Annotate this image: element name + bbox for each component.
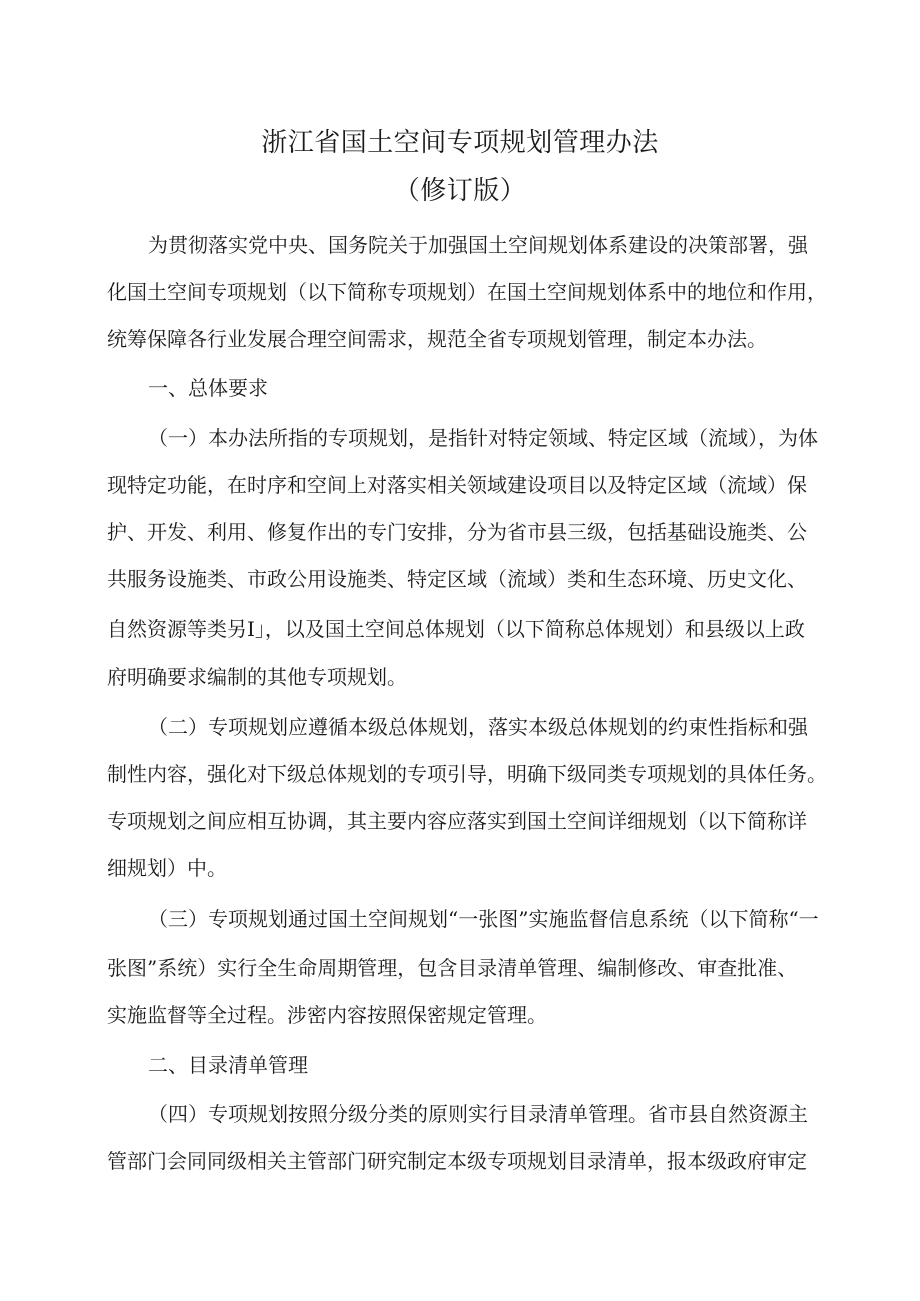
paragraph-line: 细规划）中。	[107, 856, 227, 880]
paragraph-line: 自然资源等类另I」，以及国土空间总体规划（以下简称总体规划）和县级以上政	[107, 617, 805, 641]
paragraph-line: 专项规划之间应相互协调，其主要内容应落实到国土空间详细规划（以下简称详	[107, 809, 807, 833]
paragraph-line: 护、开发、利用、修复作出的专门安排，分为省市县三级，包括基础设施类、公	[107, 520, 807, 544]
paragraph-line: 实施监督等全过程。涉密内容按照保密规定管理。	[107, 1003, 547, 1027]
paragraph-line: 制性内容，强化对下级总体规划的专项引导，明确下级同类专项规划的具体任务。	[107, 762, 827, 786]
paragraph-line: （二）专项规划应遵循本级总体规划，落实本级总体规划的约束性指标和强	[148, 715, 808, 739]
document-subtitle: （修订版）	[393, 176, 527, 206]
paragraph-line: 为贯彻落实党中央、国务院关于加强国土空间规划体系建设的决策部署，强	[148, 233, 808, 257]
document-title: 浙江省国土空间专项规划管理办法	[261, 128, 659, 158]
paragraph-line: 化国土空间专项规划（以下简称专项规划）在国土空间规划体系中的地位和作用，	[107, 280, 827, 304]
paragraph-line: 现特定功能，在时序和空间上对落实相关领域建设项目以及特定区域（流域）保	[107, 473, 807, 497]
paragraph-line: 统筹保障各行业发展合理空间需求，规范全省专项规划管理，制定本办法。	[107, 327, 767, 351]
section-heading: 二、目录清单管理	[148, 1053, 308, 1077]
section-heading: 一、总体要求	[148, 376, 268, 400]
paragraph-line: （三）专项规划通过国土空间规划“一张图”实施监督信息系统（以下简称“一	[148, 907, 819, 931]
paragraph-line: 张图”系统）实行全生命周期管理，包含目录清单管理、编制修改、审查批准、	[107, 956, 798, 980]
paragraph-line: 共服务设施类、市政公用设施类、特定区域（流域）类和生态环境、历史文化、	[107, 567, 807, 591]
paragraph-line: 管部门会同同级相关主管部门研究制定本级专项规划目录清单，报本级政府审定	[107, 1149, 807, 1173]
paragraph-line: （四）专项规划按照分级分类的原则实行目录清单管理。省市县自然资源主	[148, 1102, 808, 1126]
paragraph-line: 府明确要求编制的其他专项规划。	[107, 665, 407, 689]
paragraph-line: （一）本办法所指的专项规划，是指针对特定领域、特定区域（流域），为体	[148, 426, 818, 450]
